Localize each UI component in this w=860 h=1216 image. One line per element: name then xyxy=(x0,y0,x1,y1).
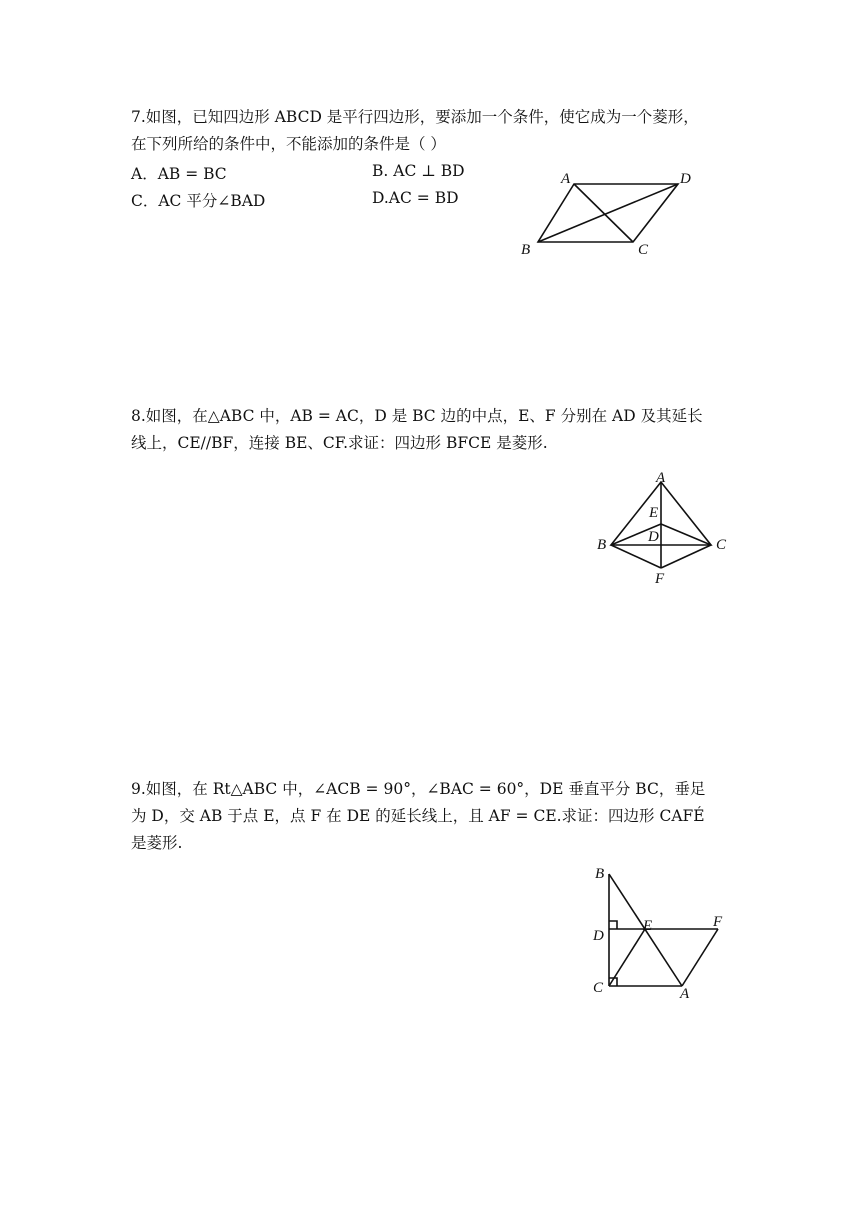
diagonal-bd xyxy=(538,184,678,242)
question-9 xyxy=(131,776,731,857)
option-c: C．AC 平分∠BAD xyxy=(131,192,266,210)
option-b: B. AC ⊥ BD xyxy=(372,162,465,180)
segment-af xyxy=(682,929,718,986)
figure-parallelogram-abcd xyxy=(510,160,710,270)
question-9-line-2: 为 D，交 AB 于点 E，点 F 在 DE 的延长线上，且 AF = CE.求证：四边形 CAFÉ xyxy=(131,807,705,825)
question-7-line-1: 7.如图，已知四边形 ABCD 是平行四边形，要添加一个条件，使它成为一个菱形， xyxy=(131,108,699,126)
label-c: C xyxy=(593,980,604,996)
label-d: D xyxy=(648,529,659,545)
question-9-line-3: 是菱形. xyxy=(131,834,183,852)
question-9-line-1: 9.如图，在 Rt△ABC 中，∠ACB = 90°，∠BAC = 60°，DE 垂直平分 BC，垂足 xyxy=(131,780,706,798)
question-7-line-2: 在下列所给的条件中，不能添加的条件是（ ） xyxy=(131,135,446,153)
option-a: A．AB = BC xyxy=(131,165,227,183)
label-d: D xyxy=(680,171,691,187)
label-b: B xyxy=(597,537,607,553)
label-a: A xyxy=(561,171,571,187)
label-f: F xyxy=(713,914,723,930)
label-f: F xyxy=(655,571,665,587)
question-8-line-2: 线上，CE//BF，连接 BE、CF.求证：四边形 BFCE 是菱形. xyxy=(131,434,548,452)
question-8-line-1: 8.如图，在△ABC 中，AB = AC，D 是 BC 边的中点，E、F 分别在 AD 及其延长 xyxy=(131,407,703,425)
label-d: D xyxy=(593,928,604,944)
label-b: B xyxy=(521,242,531,258)
question-8 xyxy=(131,403,731,457)
label-b: B xyxy=(595,866,605,882)
segment-bf xyxy=(611,545,661,568)
label-a: A xyxy=(656,470,666,486)
label-c: C xyxy=(716,537,727,553)
label-c: C xyxy=(638,242,649,258)
segment-fc xyxy=(661,545,711,568)
label-e: E xyxy=(643,918,653,934)
label-a: A xyxy=(680,986,690,1002)
figure-right-triangle-cafe xyxy=(585,862,745,1012)
figure-triangle-abc-rhombus xyxy=(590,468,740,593)
diagonal-ac xyxy=(574,184,633,242)
right-angle-mark-d xyxy=(609,921,617,929)
label-e: E xyxy=(649,505,659,521)
option-d: D.AC = BD xyxy=(372,189,459,207)
question-7 xyxy=(131,104,731,158)
